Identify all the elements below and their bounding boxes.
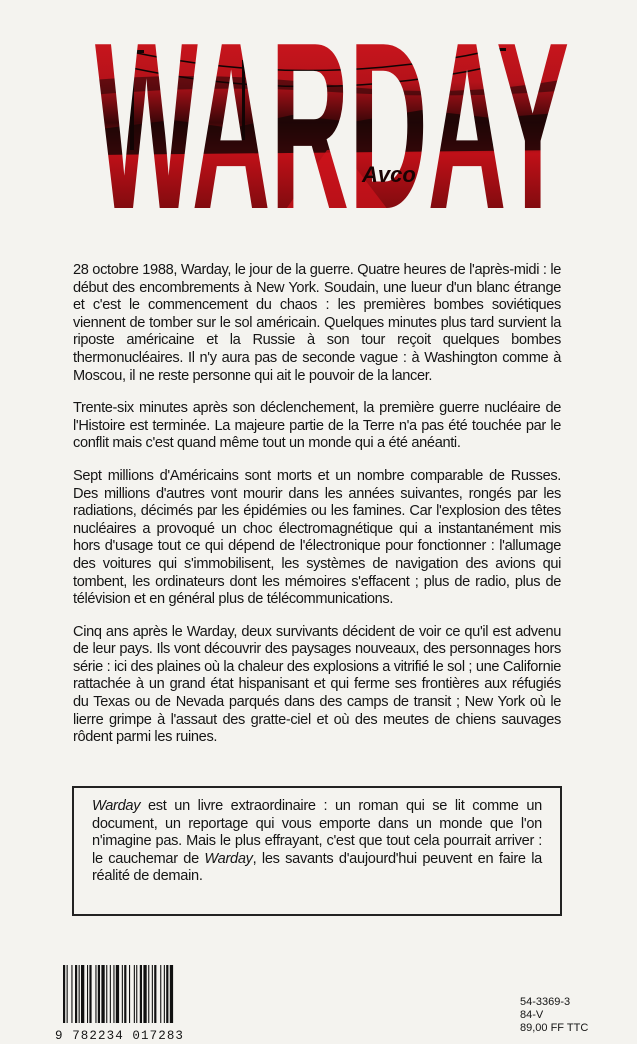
avco-sign-text: Avco [362, 162, 416, 187]
summary-text [73, 262, 561, 762]
isbn-digits: 9 782234 017283 [55, 1029, 185, 1043]
barcode-bar [63, 965, 65, 1023]
barcode-bar [113, 965, 114, 1023]
barcode-bar [134, 965, 135, 1023]
barcode-bar [116, 965, 119, 1023]
summary-paragraph-2: Trente-six minutes après son déclenchement, la première guerre nucléaire de l'Histoire est terminée. La majeure partie de la Terre n'a pas été touchée par le conflit mais c'est quand même tout un monde qui a été anéanti. [73, 400, 561, 452]
blurb-title-1: Warday [92, 798, 141, 814]
blurb-title-2: Warday [204, 850, 253, 867]
barcode-bar [71, 965, 72, 1023]
barcode-bar [152, 965, 153, 1023]
code-category: 84-V [520, 1009, 544, 1021]
blurb-box [72, 786, 562, 916]
barcode-bar [122, 965, 123, 1023]
barcode-bar [166, 965, 168, 1023]
summary-paragraph-4: Cinq ans après le Warday, deux survivants décident de voir ce qu'il est advenu de leur pays. Ils vont découvrir des paysages nouveaux, des personnages hors série : ici des plaines où la chaleur des explosions a vitrifié le sol ; une Californie rattachée à un grand état hispanisant et qui ferme ses frontières aux réfugiés du Texas ou de Nevada parqués dans des camps de transit ; New York où le lierre grimpe à l'assaut des gratte-ciel et où des meutes de chiens sauvages rôdent parmi les ruines. [73, 623, 561, 746]
barcode-bar [164, 965, 165, 1023]
catalog-codes [520, 996, 630, 1035]
blurb-text [92, 798, 542, 886]
blurb-part-1: est un livre extraordinaire : un roman qui se lit comme un document, un reportage qui vous emporte dans un monde que l'on n'imagine pas. Mais le plus effrayant, c'est que tout cela pourrait arriver : le cauchemar de [92, 798, 542, 867]
barcode-bars [63, 965, 213, 1023]
title-svg [92, 10, 572, 215]
barcode-bar [87, 965, 88, 1023]
barcode-bar [154, 965, 156, 1023]
barcode-bar [110, 965, 111, 1023]
barcode-bar [124, 965, 126, 1023]
barcode-bar [79, 965, 80, 1023]
barcode-bar [75, 965, 77, 1023]
blurb-part-2: , les savants d'aujourd'hui peuvent en faire la réalité de demain. [92, 850, 542, 885]
barcode-bar [81, 965, 84, 1023]
price-label: 89,00 FF TTC [520, 1022, 589, 1034]
barcode-bar [98, 965, 100, 1023]
summary-paragraph-1: 28 octobre 1988, Warday, le jour de la guerre. Quatre heures de l'après-midi : le début des encombrements à New York. Soudain, une lueur d'un blanc étrange et c'est le commencement du chaos : les premières bombes soviétiques viennent de tomber sur le sol américain. Quelques minutes plus tard survient la riposte américaine et la Russie à son tour reçoit quelques bombes thermonucléaires. Il n'y aura pas de seconde vague : à Washington comme à Moscou, il ne reste personne qui ait le pouvoir de la lancer. [73, 262, 561, 384]
barcode-bar [148, 965, 149, 1023]
code-reference: 54-3369-3 [520, 996, 571, 1008]
summary-paragraph-3: Sept millions d'Américains sont morts et un nombre comparable de Russes. Des millions d'autres vont mourir dans les années suivantes, rongés par les radiations, décimés par les épidémies ou les famines. Car l'explosion des têtes nucléaires a provoqué un choc électromagnétique qui a instantanément mis hors d'usage tout ce qui dépend de l'électronique pour fonctionner : l'allumage des voitures qui s'immobilisent, les systèmes de navigation des avions qui tombent, les ordinateurs dont les mémoires s'effacent ; plus de radio, plus de télévision et en général plus de télécommunications. [73, 467, 561, 608]
title-letters [92, 10, 572, 215]
barcode-bar [170, 965, 173, 1023]
barcode-bar [136, 965, 137, 1023]
barcode-bar [140, 965, 142, 1023]
title-artwork [92, 10, 572, 215]
barcode-bar [129, 965, 130, 1023]
barcode-bar [106, 965, 107, 1023]
barcode-bar [89, 965, 91, 1023]
barcode-bar [101, 965, 104, 1023]
barcode-bar [160, 965, 161, 1023]
barcode-bar [67, 965, 68, 1023]
barcode-bar [143, 965, 146, 1023]
isbn-barcode [55, 965, 215, 1043]
barcode-bar [95, 965, 96, 1023]
